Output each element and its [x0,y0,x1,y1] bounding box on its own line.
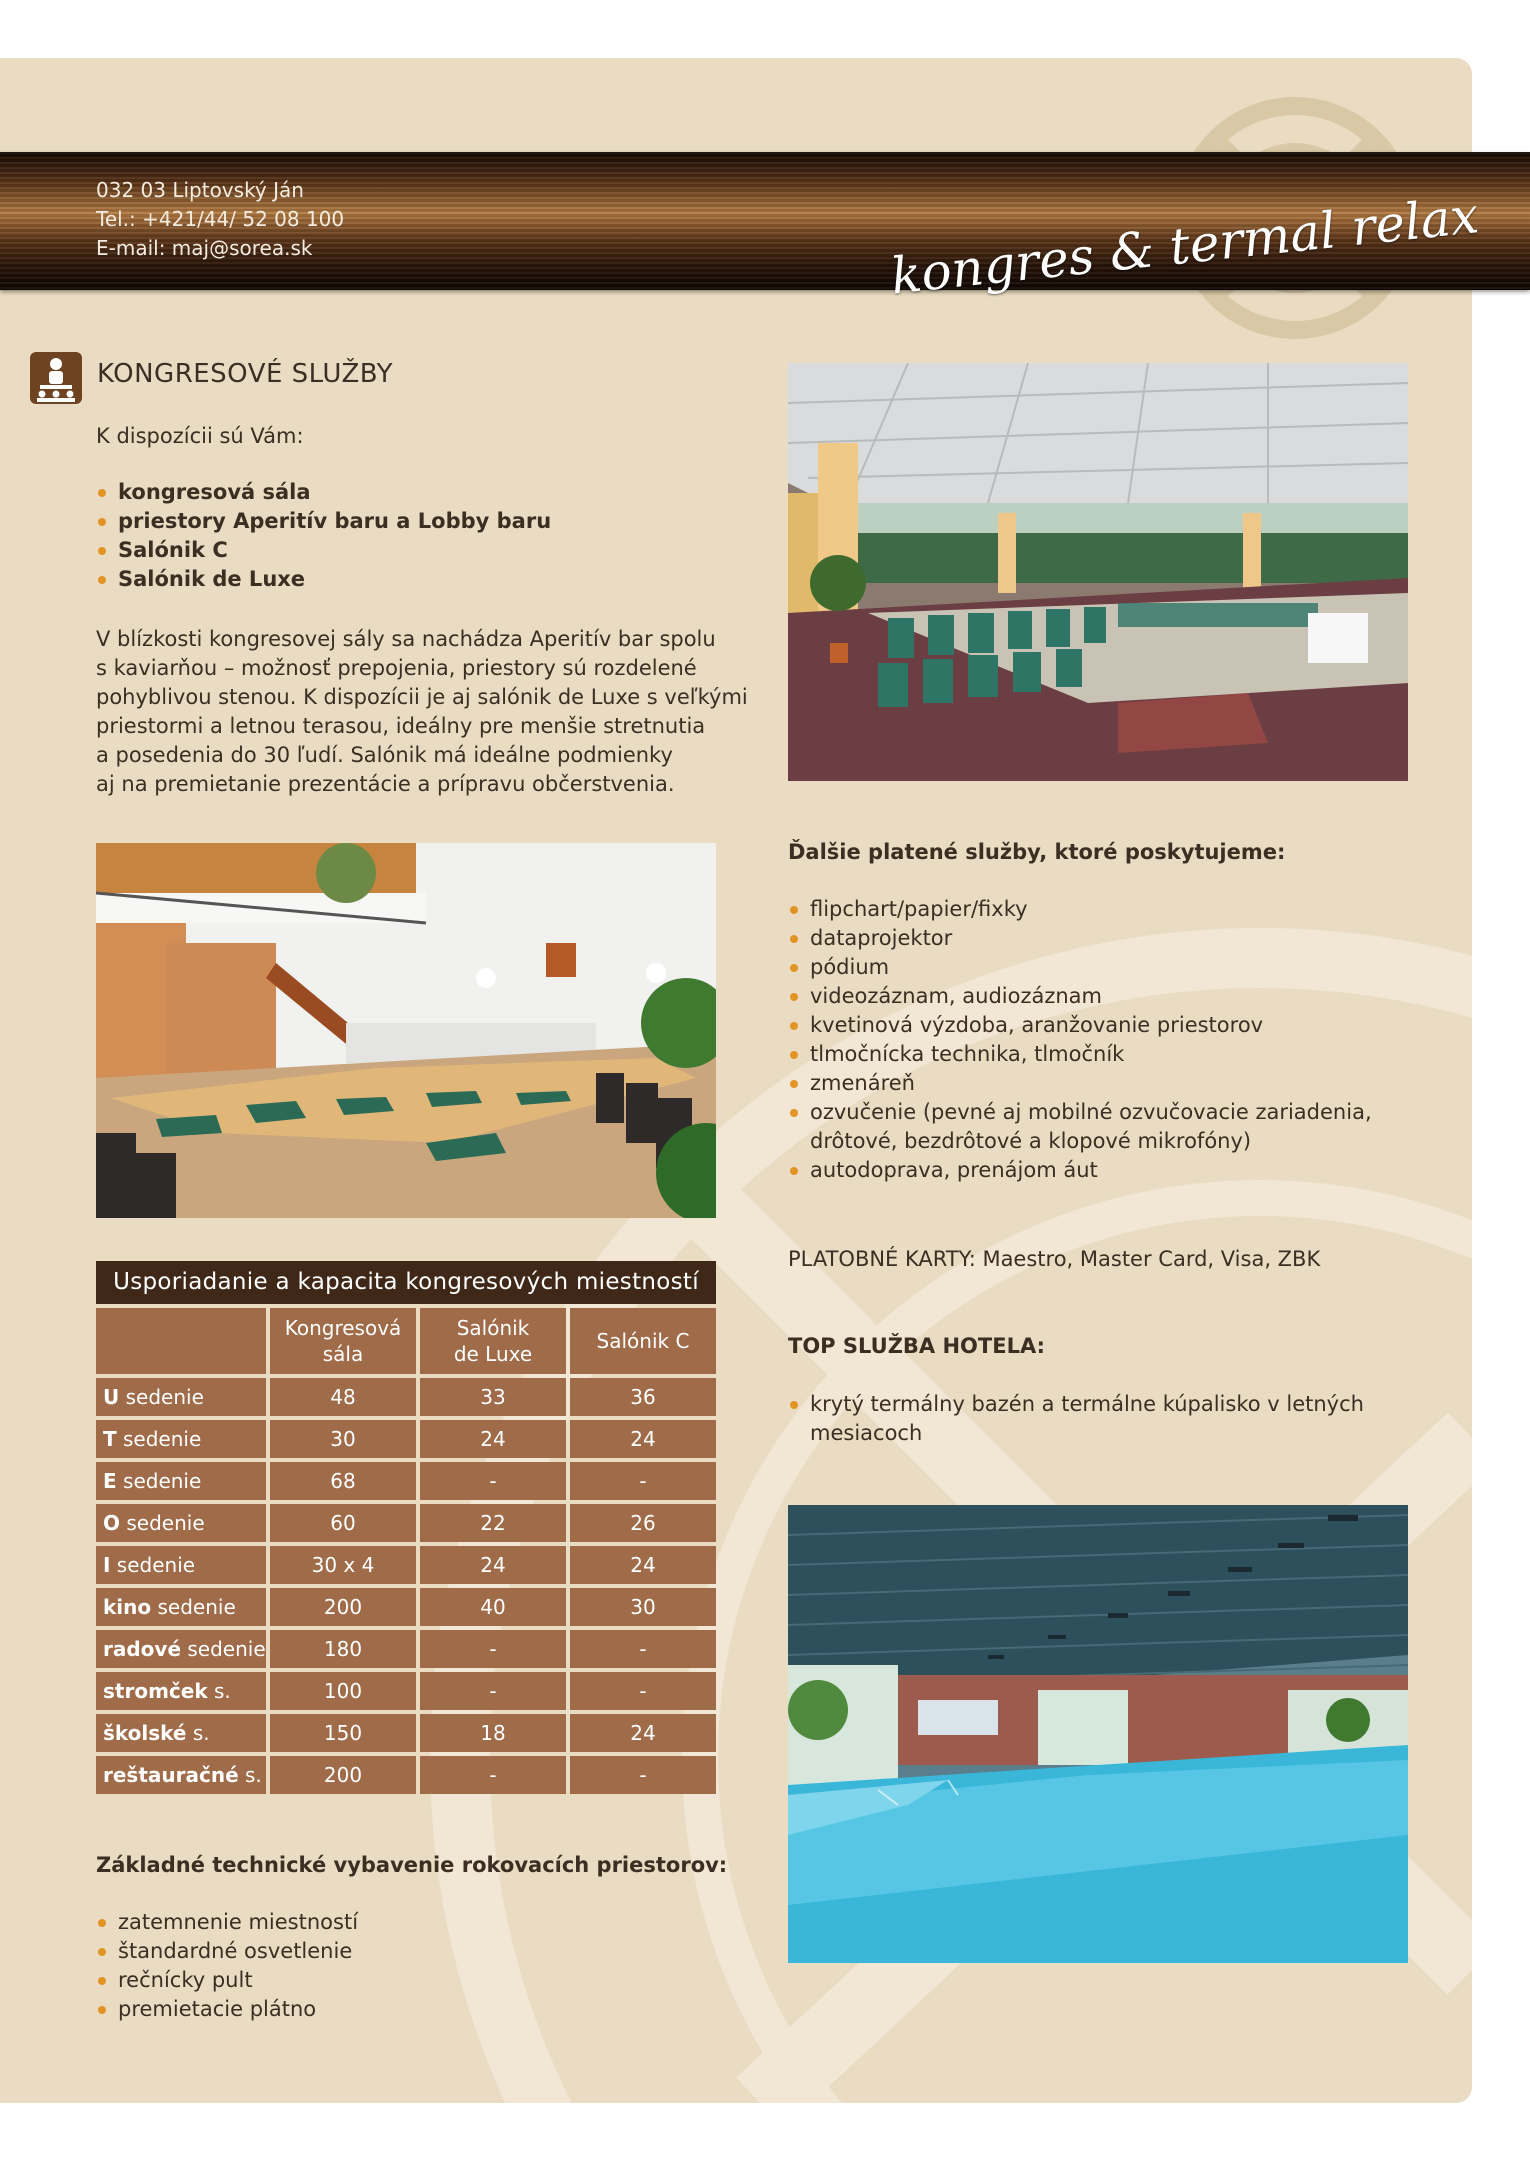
list-item: kvetinová výzdoba, aranžovanie priestorov [788,1011,1428,1040]
section-title: KONGRESOVÉ SLUŽBY [97,359,394,389]
email-text: E-mail: maj@sorea.sk [96,236,313,260]
list-item: Salónik de Luxe [96,565,736,594]
list-item: flipchart/papier/fixky [788,895,1428,924]
list-item: rečnícky pult [96,1966,736,1995]
table-cell: 24 [570,1420,716,1458]
table-row-label [96,1756,266,1794]
column-header [570,1308,716,1374]
list-item: pódium [788,953,1428,982]
table-cell: 24 [570,1546,716,1584]
capacity-table [96,1261,716,1794]
table-cell: - [420,1630,566,1668]
row-label-key: U [103,1385,120,1409]
list-item [788,1098,1428,1156]
row-label-rest: sedenie [119,1385,204,1409]
slogan: kongres & termal relax [887,186,1482,306]
list-item: premietacie plátno [96,1995,736,2024]
paid-services-list [788,895,1428,1185]
row-label-key: kino [103,1595,152,1619]
row-label-rest: sedenie [116,1469,202,1493]
row-label-key: školské [103,1721,187,1745]
table-row-label [96,1462,266,1500]
row-label-rest: sedenie [181,1637,266,1661]
equipment-list [96,1908,736,2024]
intro-text: K dispozícii sú Vám: [96,424,304,448]
table-cell: - [570,1672,716,1710]
table-cell: 36 [570,1378,716,1416]
thermal-pool-photo [788,1505,1408,1963]
table-cell: - [420,1462,566,1500]
table-cell: - [420,1756,566,1794]
top-service-list [788,1390,1428,1448]
row-label-key: radové [103,1637,182,1661]
column-header-line: de Luxe [453,1342,533,1366]
table-row-label [96,1504,266,1542]
table-cell: 60 [270,1504,416,1542]
table-row-label [96,1546,266,1584]
description-line: pohyblivou stenou. K dispozícii je aj salónik de Luxe s veľkými [96,685,748,709]
table-cell: 33 [420,1378,566,1416]
description-paragraph [96,625,756,799]
table-cell: 200 [270,1588,416,1626]
list-item-line: ozvučenie (pevné aj mobilné ozvučovacie zariadenia, [810,1100,1372,1124]
description-line: s kaviarňou – možnosť prepojenia, priestory sú rozdelené [96,656,697,680]
list-item: zmenáreň [788,1069,1428,1098]
table-cell: - [420,1672,566,1710]
capacity-grid [96,1308,716,1794]
column-header-line: Salónik [456,1316,530,1340]
list-item: tlmočnícka technika, tlmočník [788,1040,1428,1069]
column-header [270,1308,416,1374]
row-label-rest: sedenie [120,1511,205,1535]
row-label-key: I [103,1553,111,1577]
table-row-label [96,1672,266,1710]
congress-hall-photo [788,363,1408,781]
list-item: kongresová sála [96,478,736,507]
table-cell: - [570,1756,716,1794]
table-row-label [96,1630,266,1668]
rooms-list [96,478,736,594]
table-cell: 200 [270,1756,416,1794]
table-cell: 180 [270,1630,416,1668]
row-label-rest: s. [186,1721,210,1745]
top-service-title: TOP SLUŽBA HOTELA: [788,1334,1046,1358]
table-cell: 18 [420,1714,566,1752]
list-item: priestory Aperitív baru a Lobby baru [96,507,736,536]
table-row-label [96,1714,266,1752]
conference-presenter-icon [30,352,82,404]
description-line: a posedenia do 30 ľudí. Salónik má ideálne podmienky [96,743,673,767]
column-header-line: Kongresová [284,1316,402,1340]
table-cell: 68 [270,1462,416,1500]
table-row-label [96,1378,266,1416]
description-line: priestormi a letnou terasou, ideálny pre menšie stretnutia [96,714,706,738]
table-row-label [96,1420,266,1458]
row-label-key: stromček [103,1679,208,1703]
row-label-rest: sedenie [110,1553,196,1577]
table-cell: 24 [420,1420,566,1458]
table-cell: 48 [270,1378,416,1416]
equipment-title: Základné technické vybavenie rokovacích priestorov: [96,1853,728,1877]
row-label-rest: s. [238,1763,262,1787]
list-item: autodoprava, prenájom áut [788,1156,1428,1185]
address-text: 032 03 Liptovský Ján [96,178,304,202]
header-banner [0,152,1530,306]
row-label-key: T [103,1427,117,1451]
table-cell: 26 [570,1504,716,1542]
table-cell: 30 [570,1588,716,1626]
salonik-photo [96,843,716,1218]
table-cell: - [570,1630,716,1668]
table-cell: - [570,1462,716,1500]
list-item-line: drôtové, bezdrôtové a klopové mikrofóny) [810,1129,1252,1153]
list-item: dataprojektor [788,924,1428,953]
description-line: aj na premietanie prezentácie a prípravu občerstvenia. [96,772,675,796]
column-header-line: sála [322,1342,364,1366]
row-label-rest: s. [207,1679,231,1703]
table-cell: 22 [420,1504,566,1542]
phone-text: Tel.: +421/44/ 52 08 100 [96,207,345,231]
table-cell: 30 x 4 [270,1546,416,1584]
list-item-line: mesiacoch [810,1421,923,1445]
row-label-key: E [103,1469,117,1493]
table-row-label [96,1588,266,1626]
paid-services-title: Ďalšie platené služby, ktoré poskytujeme: [788,840,1286,864]
list-item: zatemnenie miestností [96,1908,736,1937]
table-corner-cell [96,1308,266,1374]
column-header-line: Salónik C [596,1329,690,1353]
description-line: V blízkosti kongresovej sály sa nachádza Aperitív bar spolu [96,627,716,651]
row-label-rest: sedenie [116,1427,202,1451]
list-item: štandardné osvetlenie [96,1937,736,1966]
table-cell: 150 [270,1714,416,1752]
list-item [788,1390,1428,1448]
row-label-key: O [103,1511,121,1535]
table-cell: 24 [420,1546,566,1584]
row-label-rest: sedenie [151,1595,236,1619]
table-cell: 24 [570,1714,716,1752]
row-label-key: reštauračné [103,1763,239,1787]
contact-block [96,176,344,263]
capacity-table-title: Usporiadanie a kapacita kongresových miestností [96,1261,716,1304]
table-cell: 40 [420,1588,566,1626]
table-cell: 100 [270,1672,416,1710]
list-item: Salónik C [96,536,736,565]
list-item: videozáznam, audiozáznam [788,982,1428,1011]
payment-cards-text: PLATOBNÉ KARTY: Maestro, Master Card, Visa, ZBK [788,1247,1321,1271]
column-header [420,1308,566,1374]
table-cell: 30 [270,1420,416,1458]
list-item-line: krytý termálny bazén a termálne kúpalisko v letných [810,1392,1364,1416]
